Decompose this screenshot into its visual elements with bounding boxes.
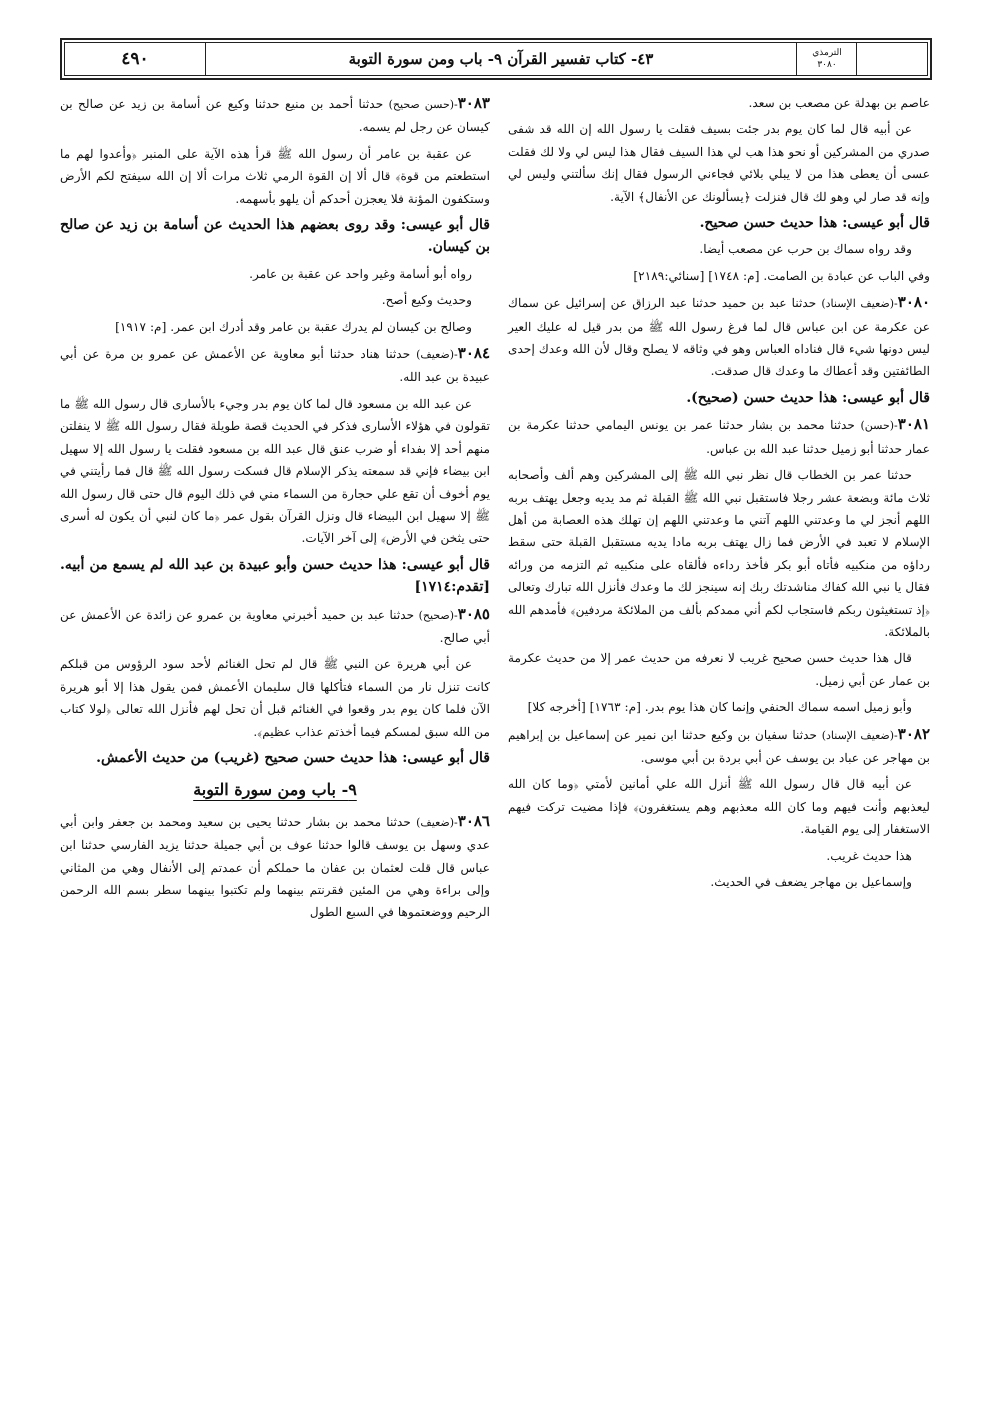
hadith-number: ٣٠٨٢ [897, 724, 931, 743]
hadith-3081 [508, 413, 930, 460]
paragraph: وصالح بن كيسان لم يدرك عقبة بن عامر وقد أدرك ابن عمر. [م: ١٩١٧] [115, 319, 472, 334]
header-blank-cell [856, 43, 927, 75]
book-reference [796, 43, 857, 75]
hadith-number: ٣٠٨٥ [457, 604, 490, 623]
abu-isa-comment: قال أبو عيسى: هذا حديث حسن صحيح (غريب) من حديث الأعمش. [96, 749, 490, 766]
page-number: ٤٩٠ [65, 43, 206, 75]
hadith-3086 [60, 810, 490, 924]
paragraph: وقد رواه سماك بن حرب عن مصعب أيضا. [699, 242, 912, 257]
book-name: الترمذي [812, 48, 842, 58]
paragraph: قال هذا حديث حسن صحيح غريب لا نعرفه من حديث عمر إلا من حديث عكرمة بن عمار عن أبي زميل. [508, 651, 930, 688]
header-frame [64, 42, 928, 76]
paragraph: عن عقبة بن عامر أن رسول الله ﷺ قرأ هذه الآية على المنبر ﴿وأعدوا لهم ما استطعتم من قوة﴾ قال ألا إن القوة الرمي ثلاث مرات ألا إن الله سيفتح لكم الأرض وستكفون المؤنة فلا يعجزن أحدكم أن يلهو بأسهمه. [60, 146, 490, 206]
hadith-text: حدثنا محمد بن بشار حدثنا عمر بن يونس اليمامي حدثنا عكرمة بن عمار حدثنا أبو زميل حدثنا عبد الله بن عباس. [508, 418, 930, 456]
hadith-3085 [60, 603, 490, 650]
hadith-text: حدثنا عبد بن حميد حدثنا عبد الرزاق عن إسرائيل عن سماك عن عكرمة عن ابن عباس قال لما فرغ رسول الله ﷺ من بدر قيل له عليك العير ليس دونها شيء قال فناداه العباس وهو في وثاقه لا يصلح وقال لأن الله وعدك إحدى الطائفتين وقد أعطاك ما وعدك قال صدقت. [508, 296, 930, 379]
abu-isa-comment: قال أبو عيسى: هذا حديث حسن (صحيح). [686, 389, 930, 406]
hadith-grade: -(حسن) [860, 419, 898, 433]
running-title: ٤٣- كتاب تفسير القرآن ٩- باب ومن سورة التوبة [348, 50, 654, 68]
hadith-range: ٣٠٨٠ [817, 60, 837, 70]
paragraph: رواه أبو أسامة وغير واحد عن عقبة بن عامر. [249, 266, 472, 281]
hadith-grade: -(ضعيف) [416, 348, 458, 362]
paragraph: وحديث وكيع أصح. [381, 293, 472, 308]
paragraph: عن عبد الله بن مسعود قال لما كان يوم بدر وجيء بالأسارى قال رسول الله ﷺ ما تقولون في هؤلاء الأسارى فذكر في الحديث قصة طويلة فقال رسول الله ﷺ لا ينفلتن منهم أحد إلا بفداء أو ضرب عنق قال عبد الله بن مسعود فقلت يا رسول الله إلا سهيل ابن بيضاء فإني قد سمعته يذكر الإسلام قال فسكت رسول الله ﷺ قال فما رأيتني في يوم أخوف أن تقع علي حجارة من السماء مني في ذلك اليوم قال حتى قال رسول الله ﷺ إلا سهيل ابن البيضاء قال ونزل القرآن بقول عمر ﴿ما كان لنبي أن يكون له أسرى حتى يثخن في الأرض﴾ إلى آخر الآيات. [60, 396, 490, 546]
paragraph: عن أبيه قال لما كان يوم بدر جئت بسيف فقلت يا رسول الله إن الله قد شفى صدري من المشركين أو نحو هذا هب لي هذا السيف فقال هذا ليس لي ولا لك فقلت عسى أن يعطى هذا من لا يبلي بلائي فجاءني الرسول فقال إنك سألتني وليس لي وإنه قد صار لي وهو لك قال فنزلت ﴿يسألونك عن الأنفال﴾ الآية. [508, 122, 930, 204]
hadith-text: حدثنا هناد حدثنا أبو معاوية عن الأعمش عن عمرو بن مرة عن أبي عبيدة بن عبد الله. [60, 347, 490, 385]
hadith-text: حدثنا عبد بن حميد أخبرني معاوية بن عمرو عن زائدة عن الأعمش عن أبي صالح. [60, 607, 490, 645]
page-header [60, 38, 932, 80]
paragraph: وفي الباب عن عبادة بن الصامت. [م: ١٧٤٨] [سنائي:٢١٨٩] [633, 268, 930, 283]
paragraph: هذا حديث غريب. [826, 848, 912, 863]
hadith-text: حدثنا أحمد بن منيع حدثنا وكيع عن أسامة بن زيد عن صالح بن كيسان عن رجل لم يسمه. [60, 97, 490, 135]
paragraph: عن أبيه قال قال رسول الله ﷺ أنزل الله علي أمانين لأمتي ﴿وما كان الله ليعذبهم وأنت فيهم وما كان الله معذبهم وهم يستغفرون﴾ فإذا مضيت تركت فيهم الاستغفار إلى يوم القيامة. [508, 777, 930, 837]
hadith-grade: -(ضعيف الإسناد) [821, 297, 898, 311]
hadith-number: ٣٠٨٣ [457, 94, 490, 112]
hadith-number: ٣٠٨٠ [897, 293, 931, 312]
hadith-number: ٣٠٨٦ [457, 811, 490, 830]
hadith-number: ٣٠٨٤ [457, 344, 491, 363]
hadith-text: حدثنا محمد بن بشار حدثنا يحيى بن سعيد ومحمد بن جعفر وابن أبي عدي وسهل بن يوسف قالوا حدثنا عوف بن أبي جميلة حدثنا يزيد الفارسي حدثنا ابن عباس قال قلت لعثمان بن عفان ما حملكم أن عمدتم إلى الأنفال وهي من المثاني وإلى براءة وهي من المئين فقرنتم بينهما ولم تكتبوا بينهما سطر بسم الله الرحمن الرحيم ووضعتموها في السبع الطول [60, 814, 490, 920]
section-title: ٩- باب ومن سورة التوبة [193, 780, 357, 800]
hadith-text: حدثنا سفيان بن وكيع حدثنا ابن نمير عن إسماعيل بن إبراهيم بن مهاجر عن عباد بن يوسف عن أبي بردة بن أبي موسى. [508, 727, 930, 765]
hadith-3080 [508, 291, 930, 383]
paragraph: وأبو زميل اسمه سماك الحنفي وإنما كان هذا يوم بدر. [م: ١٧٦٣] [أخرجه كلا] [527, 700, 912, 715]
paragraph: وإسماعيل بن مهاجر يضعف في الحديث. [710, 875, 912, 889]
right-column [508, 92, 930, 897]
abu-isa-comment: قال أبو عيسى: وقد روى بعضهم هذا الحديث عن أسامة بن زيد عن صالح بن كيسان. [60, 217, 490, 256]
hadith-grade: -(حسن صحيح) [388, 98, 458, 111]
hadith-number: ٣٠٨١ [897, 415, 931, 434]
left-column [60, 92, 490, 928]
hadith-3084 [60, 342, 490, 389]
abu-isa-comment: قال أبو عيسى: هذا حديث حسن صحيح. [699, 215, 930, 232]
hadith-grade: -(ضعيف الإسناد) [821, 728, 898, 742]
abu-isa-comment: قال أبو عيسى: هذا حديث حسن وأبو عبيدة بن عبد الله لم يسمع من أبيه. [تقدم:١٧١٤] [60, 556, 490, 596]
hadith-grade: -(صحيح) [418, 608, 458, 622]
paragraph: عاصم بن بهدلة عن مصعب بن سعد. [748, 96, 930, 110]
paragraph: حدثنا عمر بن الخطاب قال نظر نبي الله ﷺ إلى المشركين وهم ألف وأصحابه ثلاث مائة وبضعة عشر رجلا فاستقبل نبي الله ﷺ القبلة ثم مد يديه وجعل يهتف بربه اللهم أنجز لي ما وعدتني اللهم آتني ما وعدتني اللهم إن تهلك هذه العصابة من أهل الإسلام لا تعبد في الأرض فما زال يهتف بربه مادا يديه مستقبل القبلة حتى سقط رداؤه من منكبيه فأتاه أبو بكر فأخذ رداءه فألقاه على منكبيه ثم التزمه من ورائه فقال يا نبي الله كفاك مناشدتك ربك إنه سينجز لك ما وعدك فأنزل الله تبارك وتعالى ﴿إذ تستغيثون ربكم فاستجاب لكم أني ممدكم بألف من الملائكة مردفين﴾ فأمدهم الله بالملائكة. [508, 468, 930, 639]
paragraph: عن أبي هريرة عن النبي ﷺ قال لم تحل الغنائم لأحد سود الرؤوس من قبلكم كانت تنزل نار من السماء فتأكلها قال سليمان الأعمش فمن يقول هذا إلا أبو هريرة الآن فلما كان يوم بدر وقعوا في الغنائم قبل أن تحل لهم فأنزل الله تعالى ﴿لولا كتاب من الله سبق لمسكم فيما أخذتم عذاب عظيم﴾. [60, 657, 490, 739]
hadith-grade: -(ضعيف) [416, 815, 458, 829]
hadith-3082 [508, 723, 930, 770]
hadith-3083 [60, 92, 490, 139]
